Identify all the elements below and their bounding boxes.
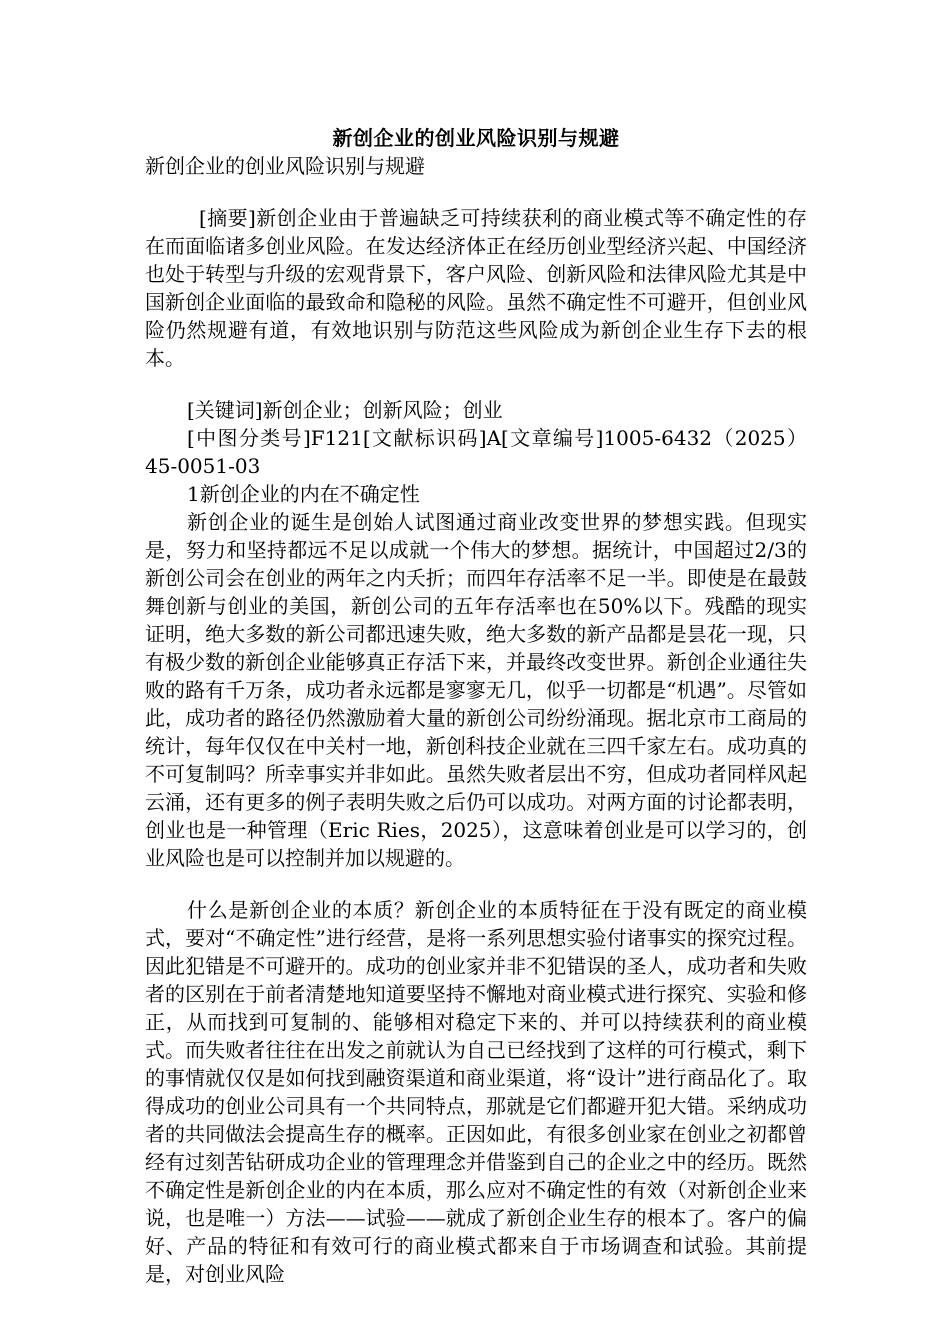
document-title: 新创企业的创业风险识别与规避 (332, 126, 620, 150)
document-page (145, 124, 807, 1288)
abstract-paragraph: [摘要]新创企业由于普遍缺乏可持续获利的商业模式等不确定性的存在而面临诸多创业风险。在发达经济体正在经历创业型经济兴起、中国经济也处于转型与升级的宏观背景下，客户风险、创新风险和法律风险尤其是中国新创企业面临的最致命和隐秘的风险。虽然不确定性不可避开，但创业风险仍然规避有道，有效地识别与防范这些风险成为新创企业生存下去的根本。 (145, 206, 807, 370)
section-heading: 1新创企业的内在不确定性 (187, 482, 420, 506)
document-subtitle: 新创企业的创业风险识别与规避 (145, 154, 425, 178)
body-paragraph-1: 新创企业的诞生是创始人试图通过商业改变世界的梦想实践。但现实是，努力和坚持都远不足以成就一个伟大的梦想。据统计，中国超过2/3的新创公司会在创业的两年之内夭折；而四年存活率不足一半。即使是在最鼓舞创新与创业的美国，新创公司的五年存活率也在50%以下。残酷的现实证明，绝大多数的新公司都迅速失败，绝大多数的新产品都是昙花一现，只有极少数的新创企业能够真正存活下来，并最终改变世界。新创企业通往失败的路有千万条，成功者永远都是寥寥无几，似乎一切都是“机遇”。尽管如此，成功者的路径仍然激励着大量的新创公司纷纷涌现。据北京市工商局的统计，每年仅仅在中关村一地，新创科技企业就在三四千家左右。成功真的不可复制吗？所幸事实并非如此。虽然失败者层出不穷，但成功者同样风起云涌，还有更多的例子表明失败之后仍可以成功。对两方面的讨论都表明，创业也是一种管理（Eric Ries，2025），这意味着创业是可以学习的，创业风险也是可以控制并加以规避的。 (145, 510, 807, 870)
classification-line: [中图分类号]F121[文献标识码]A[文章编号]1005-6432（2025）45-0051-03 (145, 426, 807, 478)
body-paragraph-2: 什么是新创企业的本质？新创企业的本质特征在于没有既定的商业模式，要对“不确定性”进行经营，是将一系列思想实验付诸事实的探究过程。因此犯错是不可避开的。成功的创业家并非不犯错误的圣人，成功者和失败者的区别在于前者清楚地知道要坚持不懈地对商业模式进行探究、实验和修正，从而找到可复制的、能够相对稳定下来的、并可以持续获利的商业模式。而失败者往往在出发之前就认为自己已经找到了这样的可行模式，剩下的事情就仅仅是如何找到融资渠道和商业渠道，将“设计”进行商品化了。取得成功的创业公司具有一个共同特点，那就是它们都避开犯大错。采纳成功者的共同做法会提高生存的概率。正因如此，有很多创业家在创业之初都曾经有过刻苦钻研成功企业的管理理念并借鉴到自己的企业之中的经历。既然不确定性是新创企业的内在本质，那么应对不确定性的有效（对新创企业来说，也是唯一）方法——试验——就成了新创企业生存的根本了。客户的偏好、产品的特征和有效可行的商业模式都来自于市场调查和试验。其前提是，对创业风险 (145, 898, 807, 1286)
keywords-line: [关键词]新创企业；创新风险；创业 (187, 398, 503, 422)
